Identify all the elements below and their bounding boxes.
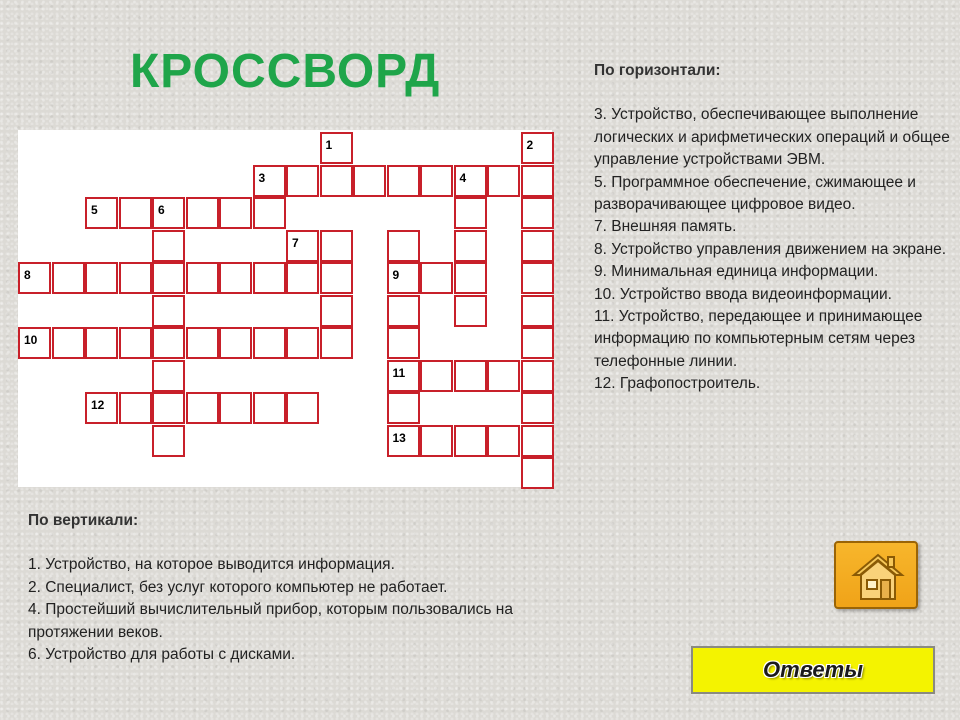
- page-title: КРОССВОРД: [130, 45, 441, 98]
- crossword-cell[interactable]: [253, 197, 286, 229]
- crossword-cell[interactable]: [521, 392, 554, 424]
- across-clue-8: 8. Устройство управления движением на экране.: [594, 240, 947, 258]
- crossword-cell[interactable]: [152, 425, 185, 457]
- crossword-cell[interactable]: [119, 262, 152, 294]
- crossword-cell[interactable]: [487, 425, 520, 457]
- across-clues: [594, 60, 954, 396]
- crossword-cell[interactable]: [420, 425, 453, 457]
- crossword-cell[interactable]: [286, 165, 319, 197]
- clue-number: 12: [91, 398, 105, 412]
- down-clue-2: 2. Специалист, без услуг которого компьютер не работает.: [28, 578, 448, 596]
- crossword-cell[interactable]: [420, 262, 453, 294]
- crossword-cell[interactable]: [387, 360, 420, 392]
- crossword-cell[interactable]: [52, 327, 85, 359]
- clue-number: 6: [158, 203, 165, 217]
- crossword-cell[interactable]: [420, 360, 453, 392]
- crossword-cell[interactable]: [320, 262, 353, 294]
- crossword-cell[interactable]: [119, 392, 152, 424]
- crossword-cell[interactable]: [387, 425, 420, 457]
- clue-number: 3: [258, 170, 266, 185]
- crossword-cell[interactable]: [152, 197, 185, 229]
- across-clue-10: 10. Устройство ввода видеоинформации.: [594, 285, 892, 303]
- crossword-cell[interactable]: [152, 295, 185, 327]
- across-heading: По горизонтали:: [594, 62, 721, 79]
- crossword-cell[interactable]: [320, 327, 353, 359]
- crossword-cell[interactable]: [487, 360, 520, 392]
- crossword-cell[interactable]: [286, 230, 319, 262]
- crossword-cell[interactable]: [286, 392, 319, 424]
- crossword-cell[interactable]: [152, 392, 185, 424]
- crossword-cell[interactable]: [18, 262, 51, 294]
- answers-button[interactable]: [691, 646, 935, 694]
- crossword-cell[interactable]: [219, 262, 252, 294]
- crossword-cell[interactable]: [521, 132, 554, 164]
- crossword-cell[interactable]: [454, 165, 487, 197]
- across-clue-3: 3. Устройство, обеспечивающее выполнение логических и арифметических операций и общее управление устройствами ЭВМ.: [594, 106, 950, 169]
- crossword-cell[interactable]: [521, 327, 554, 359]
- crossword-cell[interactable]: [253, 327, 286, 359]
- crossword-cell[interactable]: [454, 425, 487, 457]
- crossword-cell[interactable]: [320, 295, 353, 327]
- crossword-cell[interactable]: [320, 165, 353, 197]
- crossword-cell[interactable]: [521, 165, 554, 197]
- crossword-cell[interactable]: [219, 392, 252, 424]
- clue-number: 9: [392, 268, 400, 282]
- crossword-cell[interactable]: [454, 295, 487, 327]
- crossword-cell[interactable]: [286, 262, 319, 294]
- crossword-grid: [18, 130, 552, 487]
- crossword-cell[interactable]: [387, 230, 420, 262]
- crossword-cell[interactable]: [387, 295, 420, 327]
- crossword-cell[interactable]: [454, 262, 487, 294]
- crossword-cell[interactable]: [152, 360, 185, 392]
- crossword-cell[interactable]: [320, 132, 353, 164]
- crossword-cell[interactable]: [186, 392, 219, 424]
- crossword-cell[interactable]: [186, 197, 219, 229]
- crossword-cell[interactable]: [186, 262, 219, 294]
- crossword-cell[interactable]: [454, 197, 487, 229]
- across-clue-11: 11. Устройство, передающее и принимающее информацию по компьютерным сетям через телефонные линии.: [594, 308, 923, 370]
- clue-number: 4: [459, 170, 467, 185]
- answers-button-label: Ответы: [763, 657, 863, 682]
- crossword-cell[interactable]: [253, 392, 286, 424]
- down-heading: По вертикали:: [28, 512, 139, 529]
- crossword-cell[interactable]: [119, 327, 152, 359]
- crossword-cell[interactable]: [320, 230, 353, 262]
- crossword-cell[interactable]: [521, 262, 554, 294]
- crossword-cell[interactable]: [18, 327, 51, 359]
- clue-number: 5: [91, 203, 98, 217]
- crossword-cell[interactable]: [152, 327, 185, 359]
- crossword-cell[interactable]: [454, 360, 487, 392]
- crossword-cell[interactable]: [152, 262, 185, 294]
- crossword-cell[interactable]: [152, 230, 185, 262]
- crossword-cell[interactable]: [253, 165, 286, 197]
- down-clue-6: 6. Устройство для работы с дисками.: [28, 646, 296, 664]
- across-clue-12: 12. Графопостроитель.: [594, 375, 761, 393]
- crossword-cell[interactable]: [521, 230, 554, 262]
- crossword-cell[interactable]: [521, 457, 554, 489]
- down-clue-4: 4. Простейший вычислительный прибор, которым пользовались на протяжении веков.: [28, 601, 513, 641]
- crossword-cell[interactable]: [521, 425, 554, 457]
- across-clue-7: 7. Внешняя память.: [594, 218, 737, 236]
- crossword-cell[interactable]: [85, 197, 118, 229]
- down-clue-1: 1. Устройство, на которое выводится информация.: [28, 556, 395, 574]
- crossword-cell[interactable]: [219, 197, 252, 229]
- crossword-cell[interactable]: [521, 295, 554, 327]
- crossword-cell[interactable]: [85, 262, 118, 294]
- home-button[interactable]: [834, 541, 918, 609]
- down-clues: [28, 510, 598, 666]
- clue-number: 13: [392, 430, 406, 445]
- crossword-cell[interactable]: [52, 262, 85, 294]
- crossword-cell[interactable]: [219, 327, 252, 359]
- crossword-cell[interactable]: [487, 165, 520, 197]
- clue-number: 7: [292, 235, 299, 250]
- crossword-cell[interactable]: [85, 327, 118, 359]
- crossword-cell[interactable]: [420, 165, 453, 197]
- crossword-cell[interactable]: [286, 327, 319, 359]
- crossword-cell[interactable]: [186, 327, 219, 359]
- crossword-cell[interactable]: [119, 197, 152, 229]
- crossword-cell[interactable]: [85, 392, 118, 424]
- clue-number: 1: [325, 138, 333, 152]
- home-icon: [850, 549, 906, 605]
- clue-number: 8: [24, 268, 31, 282]
- crossword-cell[interactable]: [454, 230, 487, 262]
- across-clue-9: 9. Минимальная единица информации.: [594, 263, 879, 281]
- crossword-cell[interactable]: [387, 392, 420, 424]
- crossword-cell[interactable]: [387, 262, 420, 294]
- crossword-cell[interactable]: [521, 360, 554, 392]
- across-clue-5: 5. Программное обеспечение, сжимающее и разворачивающее цифровое видео.: [594, 173, 916, 214]
- clue-number: 11: [392, 365, 406, 380]
- crossword-cell[interactable]: [387, 165, 420, 197]
- clue-number: 10: [24, 333, 38, 347]
- crossword-cell[interactable]: [521, 197, 554, 229]
- crossword-cell[interactable]: [387, 327, 420, 359]
- crossword-cell[interactable]: [353, 165, 386, 197]
- clue-number: 2: [526, 138, 534, 152]
- crossword-cell[interactable]: [253, 262, 286, 294]
